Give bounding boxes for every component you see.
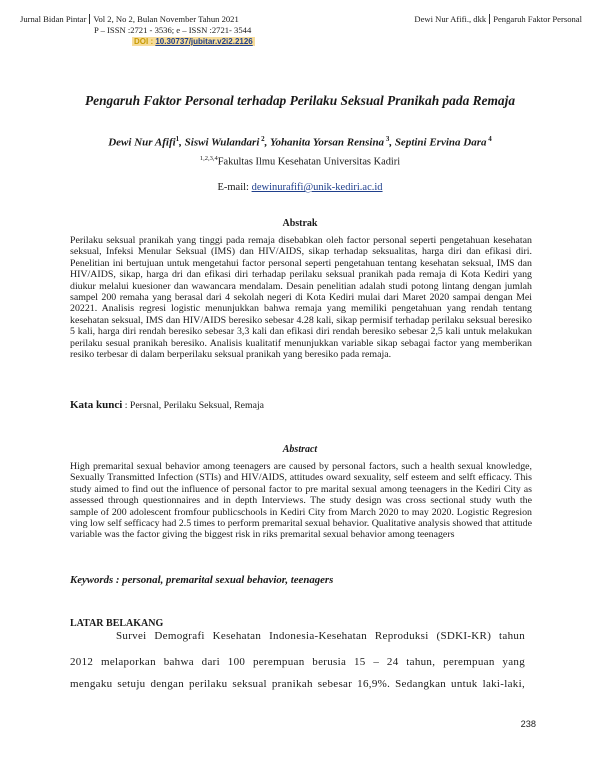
affiliation-text: Fakultas Ilmu Kesehatan Universitas Kadiri — [217, 156, 401, 168]
doi-line — [20, 36, 320, 47]
running-title: Pengaruh Faktor Personal — [489, 14, 582, 24]
body-line-1: Survei Demografi Kesehatan Indonesia-Kesehatan Reproduksi (SDKI-KR) tahun — [116, 630, 525, 642]
author-separator: , — [179, 136, 185, 149]
author-list — [0, 135, 600, 149]
author-name: Septini Ervina Dara — [394, 136, 487, 149]
author-mark: 1 — [175, 135, 180, 143]
issn-line: P – ISSN :2721 - 3536; e – ISSN :2721- 3544 — [94, 25, 252, 35]
author-mark: 3 — [384, 135, 390, 143]
kata-kunci — [70, 399, 264, 411]
abstract-text: High premarital sexual behavior among teenagers are caused by personal factors, such a health sexual knowledge, Sexually Transmitted Infection (STIs) and HIV/AIDS, attitudes oward sexuality, self esteem and selft efficacy. This study aimed to find out the influence of personal factor to pre marital sexual among teenagers in the Kediri City as assessed through questionnaires and in depth Interviews. The study design was cross sectional study wuth the sample of 200 adolescent fromfour publicschools in Kediri City from March 2020 to may 2020. Logistic Regresion ving low self sefficacy had 2.5 times to perform premarital sexual behavior. Qualitative analysis showed that attitude variable was the factor giving the biggest risk in riks premarital sexual behavior among teenagers — [70, 461, 532, 541]
abstrak-text: Perilaku seksual pranikah yang tinggi pada remaja disebabkan oleh factor personal seperti pengetahuan kesehatan seksual, Infeksi Menular Seksual (IMS) dan HIV/AIDS, sikap terhadap seksualitas, harga diri dan efikasi diri. Penelitian ini bertujuan untuk mengetahui factor personal seperti pengetahuan tentang kesehatan seksual, IMS dan HIV/AIDS, sikap, harga dri dan efikasi diri terhadap perilaku seksual pranikah pada remaja di Kota Kediri yang diukur melalui kuesioner dan wawancara mendalam. Desain penelitian adalah studi potong lintang dengan jumlah sampel 200 remaha yang berasal dari 4 sekolah negeri di Kota Kediri mulai dari Maret 2020 sampai dengan Mei 20221. Analisis regresi logistic menunjukkan bahwa remaja yang memiliki pengetahuan yang rendah tentang kesehatan seksual, IMS dan HIV/AIDS beresiko sebesar 4.28 kali, sikap permisif terhadap perilaku seksual beresiko 5 kali, harga diri rendah beresiko sebesar 3,3 kali dan efikasi diri rendah beresiko sebesar 2,5 kali untuk melakukan perilaku sesual pranikah beresiko. Analisis kualitatif menunjukkan variable sikap sebagai factor yang memberikan resiko terbesar di dalam berperilaku seksual pranikah yang beresiko pada remaja. — [70, 235, 532, 361]
author-name: Siswi Wulandari — [184, 136, 260, 149]
journal-line — [20, 14, 320, 25]
paper-title: Pengaruh Faktor Personal terhadap Perilaku Seksual Pranikah pada Remaja — [84, 93, 516, 108]
author-name: Yohanita Yorsan Rensina — [269, 136, 385, 149]
affiliation — [0, 155, 600, 167]
email-line — [0, 182, 600, 193]
email-label: E-mail: — [217, 182, 252, 193]
doi-box[interactable] — [132, 37, 255, 46]
keywords: Keywords : personal, premarital sexual behavior, teenagers — [70, 574, 334, 586]
kata-kunci-text: : Persnal, Perilaku Seksual, Remaja — [122, 400, 265, 411]
author-mark: 4 — [486, 135, 492, 143]
running-header-right — [414, 14, 582, 25]
section-heading: LATAR BELAKANG — [70, 618, 164, 629]
body-line-3: mengaku setuju dengan perilaku seksual pranikah sebesar 16,9%. Sedangkan untuk laki-laki, — [70, 678, 525, 690]
abstrak-heading: Abstrak — [282, 218, 318, 229]
kata-kunci-label: Kata kunci — [70, 399, 123, 411]
page-number: 238 — [520, 719, 536, 729]
affiliation-marks: 1,2,3,4 — [199, 155, 218, 162]
author-mark: 2 — [259, 135, 265, 143]
journal-name: Jurnal Bidan Pintar — [20, 14, 87, 24]
running-authors: Dewi Nur Afifi., dkk — [414, 14, 487, 24]
doi-link[interactable]: 10.30737/jubitar.v2i2.2126 — [155, 37, 253, 46]
body-line-2: 2012 melaporkan bahwa dari 100 perempuan berusia 15 – 24 tahun, perempuan yang — [70, 656, 525, 668]
running-header-left — [20, 14, 320, 47]
author-name: Dewi Nur Afifi — [108, 136, 176, 149]
author-separator: , — [264, 136, 270, 149]
doi-label: DOI : — [134, 37, 154, 46]
volume-info: Vol 2, No 2, Bulan November Tahun 2021 — [89, 14, 238, 24]
email-link[interactable]: dewinurafifi@unik-kediri.ac.id — [251, 182, 383, 193]
author-separator: , — [389, 136, 395, 149]
abstract-heading: Abstract — [282, 444, 318, 455]
